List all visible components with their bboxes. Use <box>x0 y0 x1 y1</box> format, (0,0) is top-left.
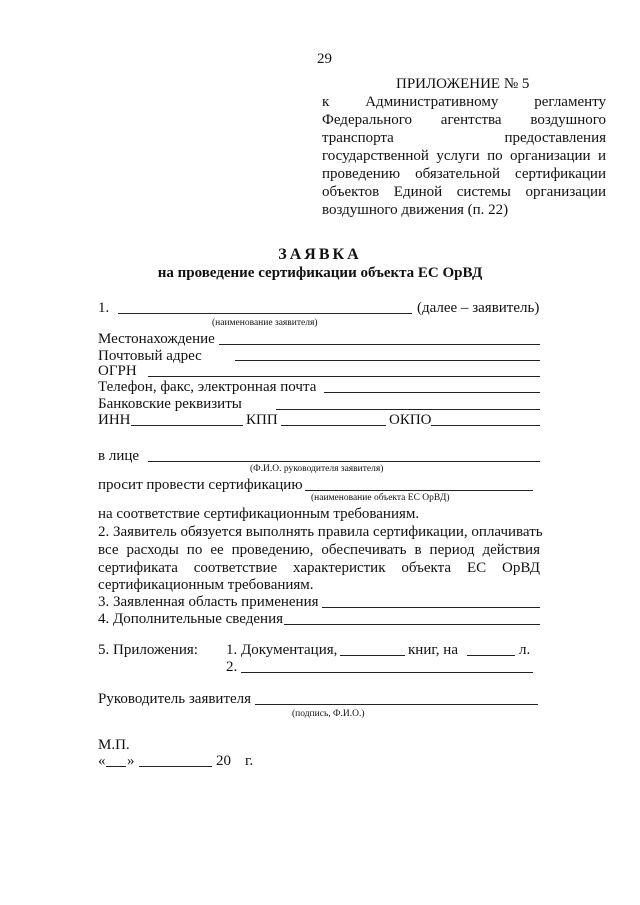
appendix-line: проведению обязательной сертификации <box>322 166 606 182</box>
person-label: в лице <box>98 448 140 464</box>
request-label: просит провести сертификацию <box>98 477 303 493</box>
head-person-field[interactable] <box>148 461 540 462</box>
item2-line: 2. Заявитель обязуется выполнять правила сертификации, оплачивать <box>98 524 543 540</box>
scope-field[interactable] <box>322 607 540 608</box>
applicant-name-field[interactable] <box>118 313 412 314</box>
postal-address-field[interactable] <box>235 360 540 361</box>
item2-line: сертификата соответствие характеристик объекта ЕС ОрВД <box>98 560 540 576</box>
location-field[interactable] <box>219 344 540 345</box>
item3-label: 3. Заявленная область применения <box>98 594 319 610</box>
person-caption: (Ф.И.О. руководителя заявителя) <box>250 464 384 474</box>
attach2-field[interactable] <box>241 672 533 673</box>
inn-field[interactable] <box>131 425 243 426</box>
ogrn-label: ОГРН <box>98 363 137 379</box>
item5-label: 5. Приложения: <box>98 642 198 658</box>
appendix-line: к Административному регламенту <box>322 94 606 110</box>
inn-label: ИНН <box>98 412 131 428</box>
date-year: 20 <box>216 753 231 769</box>
item2-line: сертификационным требованиям. <box>98 577 314 593</box>
appendix-line: государственной услуги по организации и <box>322 148 606 164</box>
head-label: Руководитель заявителя <box>98 691 252 707</box>
date-year-suffix: г. <box>245 753 254 769</box>
bank-label: Банковские реквизиты <box>98 396 242 412</box>
signature-caption: (подпись, Ф.И.О.) <box>292 709 365 719</box>
appendix-line: объектов Единой системы организации <box>322 184 606 200</box>
attach1-label: 1. Документация, <box>226 642 338 658</box>
stamp-label: М.П. <box>98 737 130 753</box>
contacts-label: Телефон, факс, электронная почта <box>98 379 317 395</box>
object-name-field[interactable] <box>305 490 533 491</box>
appendix-line: воздушного движения (п. 22) <box>322 202 509 218</box>
form-title: ЗАЯВКА <box>278 246 362 263</box>
applicant-caption: (наименование заявителя) <box>212 318 318 328</box>
attach1-sheets-field[interactable] <box>467 655 515 656</box>
form-subtitle: на проведение сертификации объекта ЕС ОрВД <box>157 265 483 281</box>
kpp-label: КПП <box>246 412 278 428</box>
additional-info-field[interactable] <box>284 624 540 625</box>
page-number: 29 <box>317 51 332 67</box>
ogrn-field[interactable] <box>148 376 540 377</box>
kpp-field[interactable] <box>281 425 386 426</box>
item2-line: все расходы по ее проведению, обеспечивать в период действия <box>98 542 540 558</box>
bank-details-field[interactable] <box>276 409 540 410</box>
appendix-line: Федерального агентства воздушного <box>322 112 606 128</box>
okpo-field[interactable] <box>431 425 540 426</box>
date-close-quote: » <box>127 753 135 769</box>
okpo-label: ОКПО <box>389 412 432 428</box>
date-month-field[interactable] <box>139 766 212 767</box>
appendix-title: ПРИЛОЖЕНИЕ № 5 <box>396 76 530 92</box>
object-caption: (наименование объекта ЕС ОрВД) <box>311 493 450 503</box>
attach1-books-field[interactable] <box>340 655 405 656</box>
item1-suffix: (далее – заявитель) <box>417 300 540 316</box>
postal-label: Почтовый адрес <box>98 348 202 364</box>
date-open-quote: « <box>98 753 106 769</box>
location-label: Местонахождение <box>98 331 215 347</box>
attach1-sheets-label: л. <box>519 642 531 658</box>
attach1-books-label: книг, на <box>408 642 458 658</box>
date-day-field[interactable] <box>106 766 126 767</box>
item4-label: 4. Дополнительные сведения <box>98 611 284 627</box>
appendix-line: транспорта предоставления <box>322 130 606 146</box>
item1-number: 1. <box>98 300 110 316</box>
compliance-text: на соответствие сертификационным требованиям. <box>98 506 420 522</box>
signature-field[interactable] <box>255 704 538 705</box>
attach2-label: 2. <box>226 659 238 675</box>
contacts-field[interactable] <box>324 392 540 393</box>
